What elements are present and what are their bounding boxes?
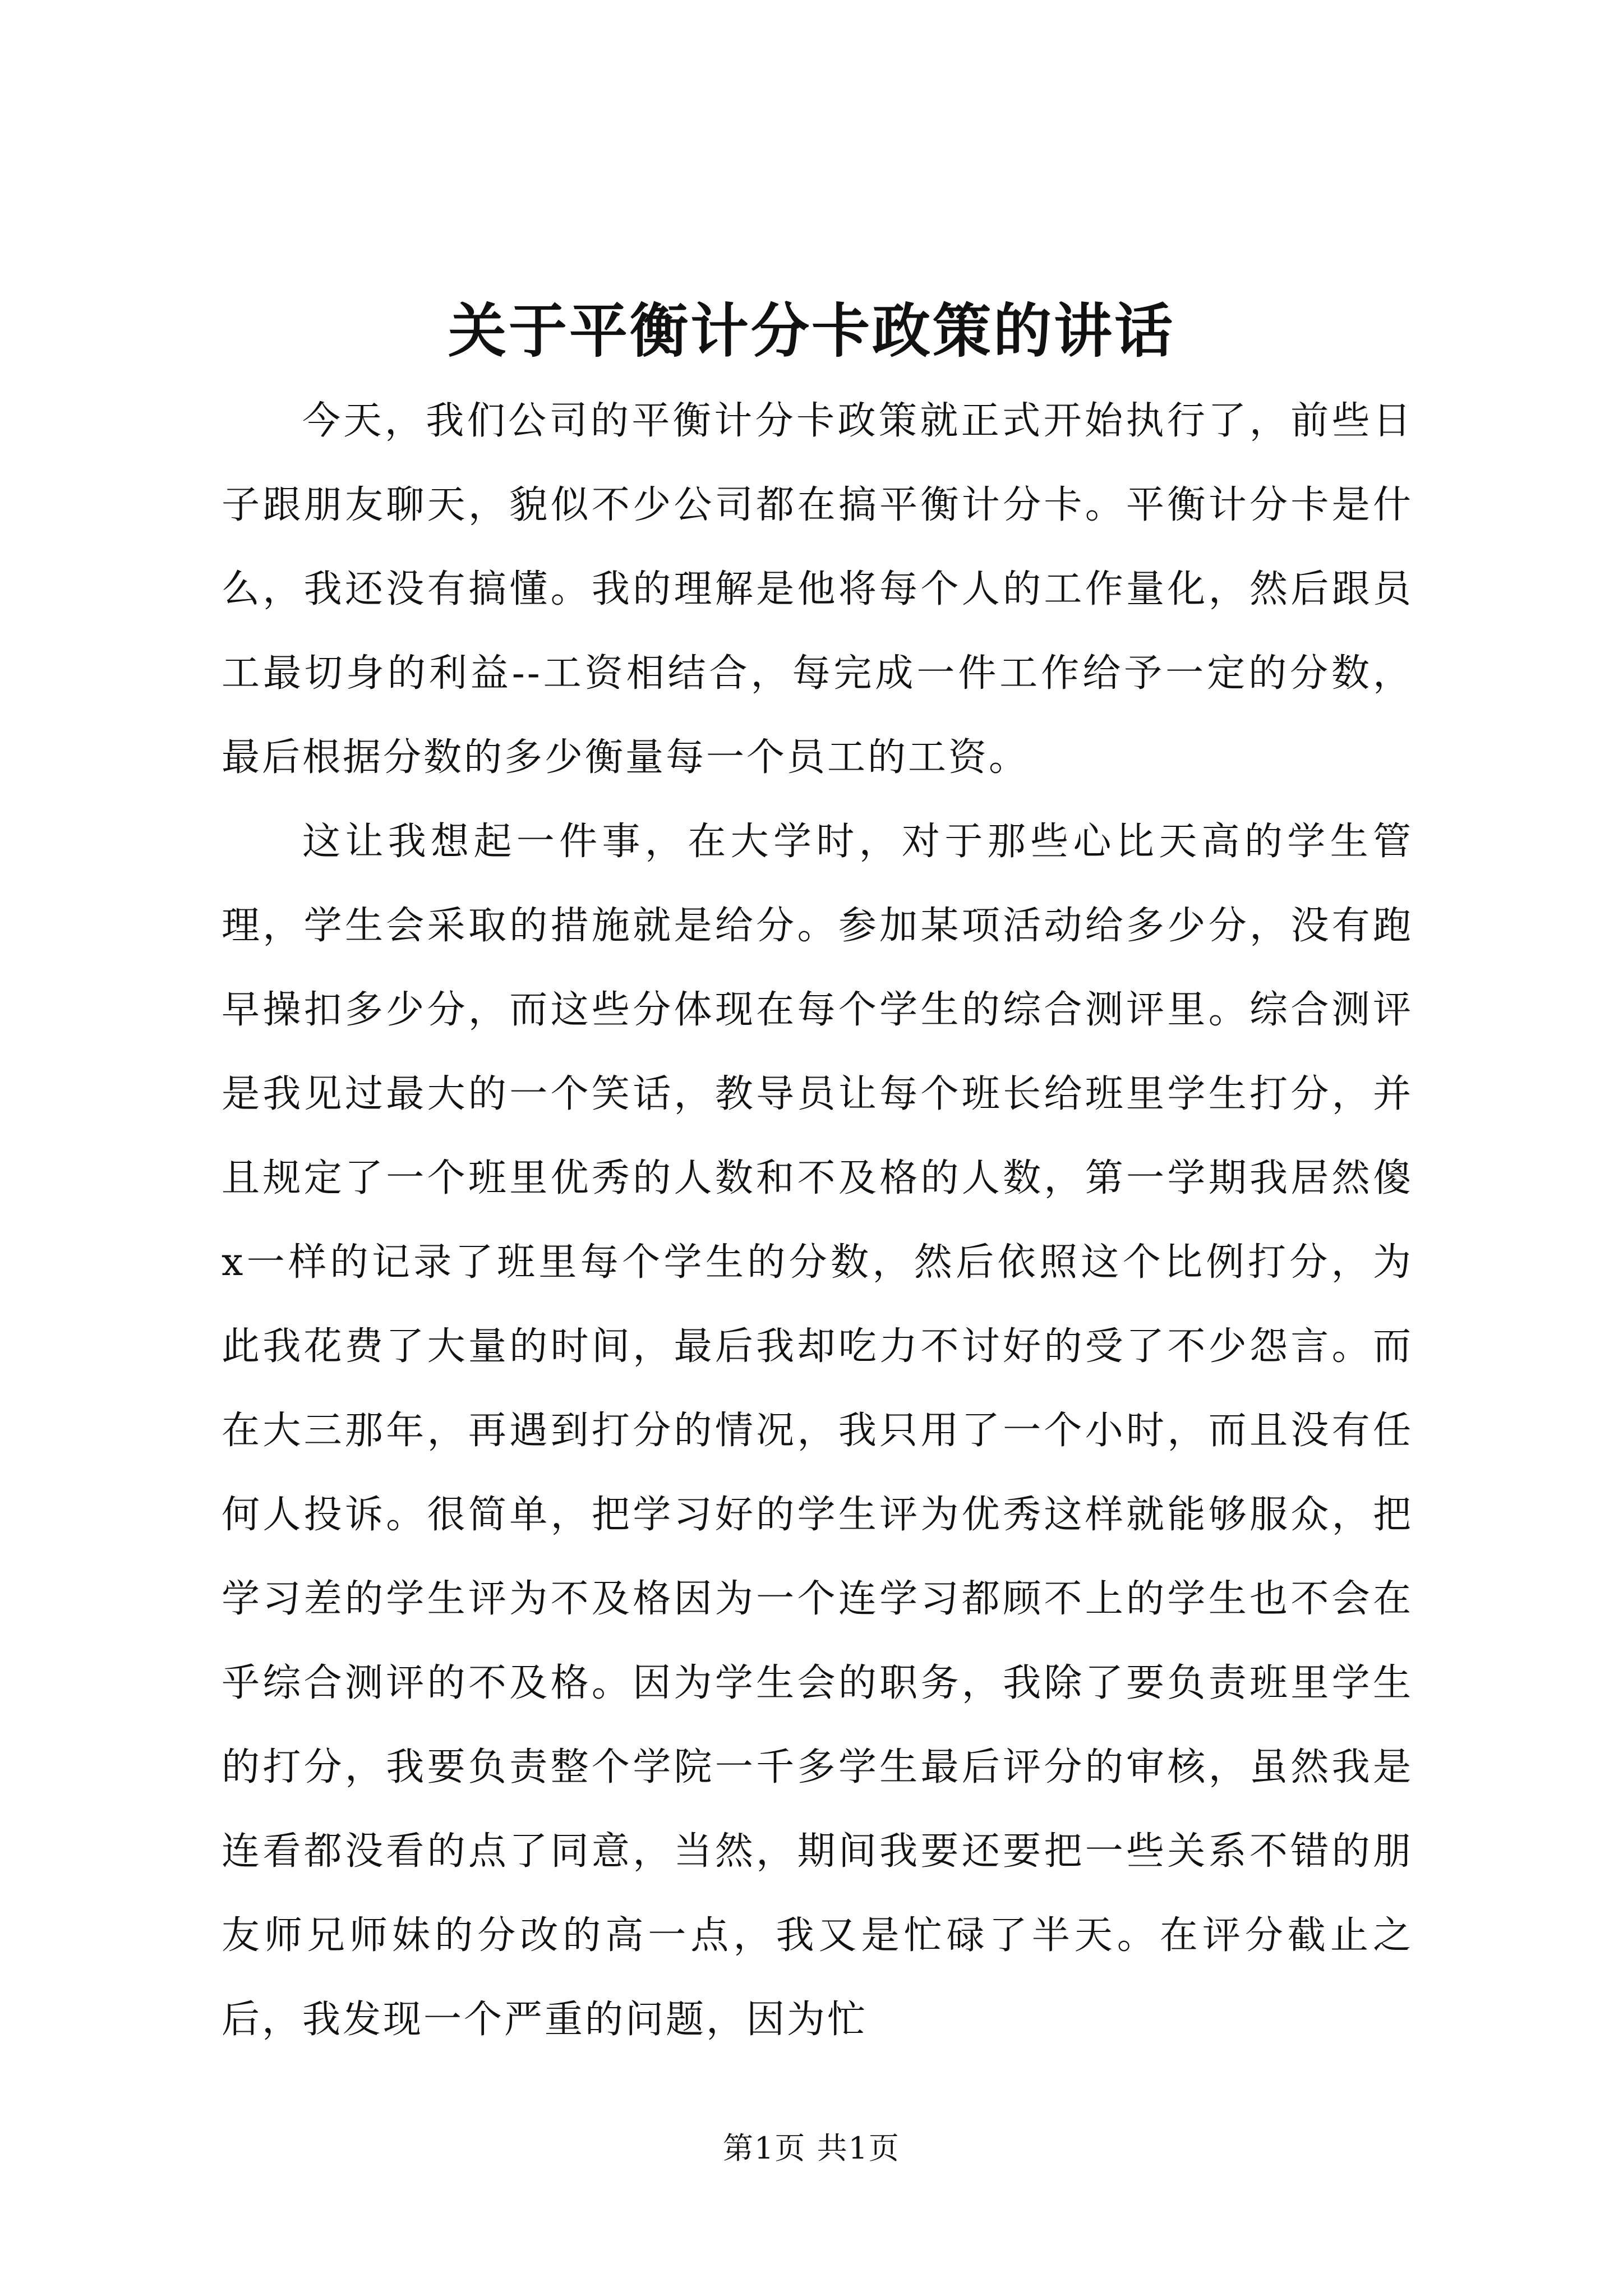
- paragraph-2: 这让我想起一件事，在大学时，对于那些心比天高的学生管理，学生会采取的措施就是给分。参加某项活动给多少分，没有跑早操扣多少分，而这些分体现在每个学生的综合测评里。综合测评是我见过最大的一个笑话，教导员让每个班长给班里学生打分，并且规定了一个班里优秀的人数和不及格的人数，第一学期我居然傻x一样的记录了班里每个学生的分数，然后依照这个比例打分，为此我花费了大量的时间，最后我却吃力不讨好的受了不少怨言。而在大三那年，再遇到打分的情况，我只用了一个小时，而且没有任何人投诉。很简单，把学习好的学生评为优秀这样就能够服众，把学习差的学生评为不及格因为一个连学习都顾不上的学生也不会在乎综合测评的不及格。因为学生会的职务，我除了要负责班里学生的打分，我要负责整个学院一千多学生最后评分的审核，虽然我是连看都没看的点了同意，当然，期间我要还要把一些关系不错的朋友师兄师妹的分改的高一点，我又是忙碌了半天。在评分截止之后，我发现一个严重的问题，因为忙: [222, 820, 1413, 2042]
- page-footer: 第1页 共1页: [723, 2131, 900, 2166]
- document-body: [222, 379, 1413, 2062]
- paragraph-1: 今天，我们公司的平衡计分卡政策就正式开始执行了，前些日子跟朋友聊天，貌似不少公司都在搞平衡计分卡。平衡计分卡是什么，我还没有搞懂。我的理解是他将每个人的工作量化，然后跟员工最切身的利益--工资相结合，每完成一件工作给予一定的分数，最后根据分数的多少衡量每一个员工的工资。: [222, 399, 1413, 780]
- document-title: 关于平衡计分卡政策的讲话: [448, 296, 1175, 365]
